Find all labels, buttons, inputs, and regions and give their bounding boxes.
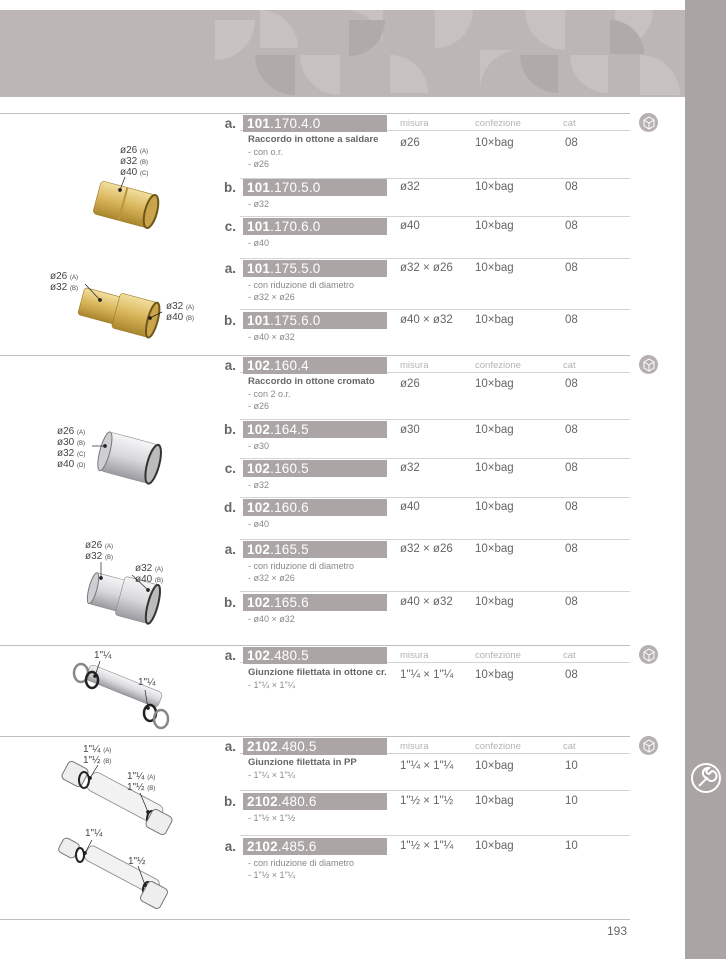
right-sidebar [685, 0, 726, 959]
cell-size: 1"½ × 1"½ [400, 795, 454, 807]
header-pack: confezione [475, 118, 521, 129]
cell-cat: 08 [565, 137, 578, 149]
cell-size: ø32 × ø26 [400, 543, 453, 555]
chrome-fitting-image [95, 431, 164, 485]
product-code: 102.165.6 [243, 594, 387, 611]
package-icon [639, 355, 658, 374]
cell-cat: 10 [565, 760, 578, 772]
product-title: Raccordo in ottone cromato [248, 376, 375, 387]
cell-cat: 08 [565, 596, 578, 608]
row-divider [240, 591, 630, 592]
cell-cat: 08 [565, 424, 578, 436]
row-letter: a. [224, 116, 236, 131]
dimension-labels: ø32 (A) ø40 (B) [166, 301, 195, 323]
dimension-labels: 1"¼ (A) 1"½ (B) [127, 771, 156, 793]
product-code: 101.175.5.0 [243, 260, 387, 277]
cell-cat: 08 [565, 220, 578, 232]
product-code: 101.170.6.0 [243, 218, 387, 235]
product-note: - con riduzione di diametro [248, 561, 355, 571]
package-icon [639, 645, 658, 664]
cell-cat: 08 [565, 262, 578, 274]
brass-fitting-image [93, 181, 162, 230]
row-letter: b. [224, 180, 236, 195]
cell-size: ø40 × ø32 [400, 314, 453, 326]
row-letter: d. [224, 500, 236, 515]
header-size: misura [400, 118, 429, 129]
dimension-labels: ø32 (A) ø40 (B) [135, 563, 164, 585]
cell-pack: 10×bag [475, 378, 514, 390]
header-size: misura [400, 360, 429, 371]
dimension-labels: 1"¼ [85, 828, 103, 839]
package-icon [639, 736, 658, 755]
row-divider [240, 458, 630, 459]
cell-pack: 10×bag [475, 760, 514, 772]
product-note: - ø40 [248, 238, 270, 248]
cell-cat: 08 [565, 669, 578, 681]
cell-cat: 08 [565, 181, 578, 193]
cell-size: ø26 [400, 137, 420, 149]
cell-size: ø32 × ø26 [400, 262, 453, 274]
row-letter: c. [224, 461, 236, 476]
row-letter: b. [224, 794, 236, 809]
header-pack: confezione [475, 650, 521, 661]
cell-pack: 10×bag [475, 220, 514, 232]
row-divider [240, 309, 630, 310]
row-letter: a. [224, 739, 236, 754]
header-cat: cat [563, 360, 576, 371]
pp-joint-image [61, 760, 174, 836]
cell-pack: 10×bag [475, 840, 514, 852]
cell-size: ø32 [400, 181, 420, 193]
cell-cat: 08 [565, 378, 578, 390]
dimension-labels: 1"½ [128, 856, 146, 867]
cell-pack: 10×bag [475, 596, 514, 608]
product-note: - 1"½ × 1"½ [248, 813, 296, 823]
product-note: - ø32 × ø26 [248, 573, 295, 583]
product-note: - ø32 [248, 480, 270, 490]
product-code: 101.170.4.0 [243, 115, 387, 132]
row-divider [240, 539, 630, 540]
dimension-labels: 1"¼ (A) 1"½ (B) [83, 744, 112, 766]
header-size: misura [400, 741, 429, 752]
product-note: - ø40 × ø32 [248, 614, 295, 624]
row-letter: a. [224, 839, 236, 854]
row-letter: a. [224, 358, 236, 373]
product-code: 101.175.6.0 [243, 312, 387, 329]
header-pack: confezione [475, 741, 521, 752]
product-title: Giunzione filettata in PP [248, 757, 357, 768]
cell-size: 1"¼ × 1"¼ [400, 669, 454, 681]
cell-pack: 10×bag [475, 424, 514, 436]
cell-pack: 10×bag [475, 462, 514, 474]
row-letter: b. [224, 595, 236, 610]
cell-pack: 10×bag [475, 795, 514, 807]
product-note: - con riduzione di diametro [248, 280, 355, 290]
cell-size: ø32 [400, 462, 420, 474]
product-code: 102.160.4 [243, 357, 387, 374]
row-divider [240, 790, 630, 791]
product-note: - ø32 [248, 199, 270, 209]
row-letter: b. [224, 313, 236, 328]
cell-pack: 10×bag [475, 501, 514, 513]
threaded-joint-image [74, 664, 168, 728]
row-divider [240, 497, 630, 498]
product-note: - 1"½ × 1"¼ [248, 870, 296, 880]
cell-pack: 10×bag [475, 262, 514, 274]
cell-size: ø40 [400, 501, 420, 513]
product-code: 101.170.5.0 [243, 179, 387, 196]
product-note: - 1"¼ × 1"¼ [248, 680, 296, 690]
row-letter: a. [224, 261, 236, 276]
cell-size: ø26 [400, 378, 420, 390]
row-divider [240, 419, 630, 420]
row-letter: a. [224, 542, 236, 557]
product-note: - ø30 [248, 441, 270, 451]
row-divider [240, 835, 630, 836]
cell-cat: 08 [565, 314, 578, 326]
sidebar-art [685, 0, 726, 959]
cell-cat: 08 [565, 462, 578, 474]
row-letter: a. [224, 648, 236, 663]
brass-reducer-image [77, 284, 163, 339]
row-letter: b. [224, 422, 236, 437]
product-note: - ø40 [248, 519, 270, 529]
cell-size: 1"½ × 1"¼ [400, 840, 454, 852]
dimension-labels: 1"¼ [94, 650, 112, 661]
page-number: 193 [607, 924, 628, 938]
product-code: 102.165.5 [243, 541, 387, 558]
row-divider [240, 258, 630, 259]
product-code: 102.164.5 [243, 421, 387, 438]
header-cat: cat [563, 650, 576, 661]
product-code: 2102.480.6 [243, 793, 387, 810]
product-note: - ø40 × ø32 [248, 332, 295, 342]
dimension-labels: 1"¼ [138, 677, 156, 688]
product-code: 102.160.5 [243, 460, 387, 477]
cell-cat: 10 [565, 840, 578, 852]
product-note: - ø32 × ø26 [248, 292, 295, 302]
cell-pack: 10×bag [475, 314, 514, 326]
product-note: - con o.r. [248, 147, 284, 157]
row-letter: c. [224, 219, 236, 234]
cell-cat: 08 [565, 501, 578, 513]
cell-pack: 10×bag [475, 543, 514, 555]
cell-cat: 08 [565, 543, 578, 555]
header-cat: cat [563, 741, 576, 752]
cell-size: ø30 [400, 424, 420, 436]
header-cat: cat [563, 118, 576, 129]
product-code: 102.480.5 [243, 647, 387, 664]
cell-pack: 10×bag [475, 181, 514, 193]
pp-reducer-joint-image [57, 837, 169, 910]
cell-pack: 10×bag [475, 669, 514, 681]
product-note: - con 2 o.r. [248, 389, 291, 399]
dimension-labels: ø26 (A) ø32 (B) [50, 271, 79, 293]
cell-size: ø40 × ø32 [400, 596, 453, 608]
dimension-labels: ø26 (A) ø32 (B) [85, 540, 114, 562]
cell-size: ø40 [400, 220, 420, 232]
product-note: - con riduzione di diametro [248, 858, 355, 868]
cell-cat: 10 [565, 795, 578, 807]
product-note: - 1"¼ × 1"¼ [248, 770, 296, 780]
product-illustrations [0, 0, 240, 959]
cell-pack: 10×bag [475, 137, 514, 149]
product-title: Raccordo in ottone a saldare [248, 134, 379, 145]
header-pack: confezione [475, 360, 521, 371]
product-code: 102.160.6 [243, 499, 387, 516]
header-size: misura [400, 650, 429, 661]
dimension-labels: ø26 (A) ø32 (B) ø40 (C) [120, 145, 149, 178]
product-note: - ø26 [248, 401, 270, 411]
wrench-icon [699, 768, 717, 786]
package-icon [639, 113, 658, 132]
dimension-labels: ø26 (A) ø30 (B) ø32 (C) ø40 (D) [57, 426, 86, 470]
row-divider [240, 216, 630, 217]
product-code: 2102.485.6 [243, 838, 387, 855]
product-code: 2102.480.5 [243, 738, 387, 755]
cell-size: 1"¼ × 1"¼ [400, 760, 454, 772]
product-note: - ø26 [248, 159, 270, 169]
product-title: Giunzione filettata in ottone cr. [248, 667, 387, 678]
